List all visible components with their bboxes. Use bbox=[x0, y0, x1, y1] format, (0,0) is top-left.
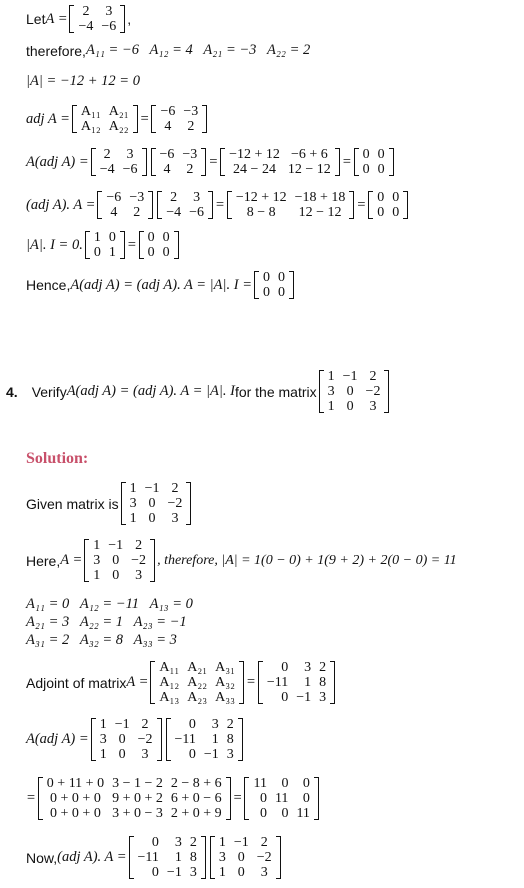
matrix-cell: 0 bbox=[108, 230, 116, 245]
matrix-cell: −2 bbox=[167, 496, 183, 511]
matrix-cell: 3 − 1 − 2 bbox=[112, 776, 163, 791]
matrix-cell: 2 bbox=[141, 717, 149, 732]
adj-matrix-3 bbox=[97, 190, 153, 220]
matrix-cell: −4 bbox=[78, 19, 94, 34]
matrix-table bbox=[134, 835, 201, 880]
line-det bbox=[26, 73, 140, 90]
matrix-cell: 2 bbox=[369, 369, 377, 384]
matrix-cell: 1 bbox=[99, 747, 107, 762]
matrix-table bbox=[263, 660, 330, 705]
adj-matrix-2 bbox=[151, 147, 207, 177]
matrix-cell: 3 bbox=[226, 747, 234, 762]
matrix-cell: 3 bbox=[135, 568, 143, 583]
matrix-cell: 3 bbox=[171, 511, 179, 526]
matrix-cell: 11 bbox=[274, 791, 289, 806]
line-a-adj-3x3 bbox=[26, 717, 245, 762]
hence-math: A(adj A) = (adj A). A = |A|. I = bbox=[70, 276, 252, 293]
matrix-cell: 0 bbox=[278, 285, 285, 300]
cofactor-row-2 bbox=[26, 614, 187, 631]
matrix-cell: −1 bbox=[114, 717, 130, 732]
matrix-table bbox=[126, 481, 187, 526]
matrix-cell: 1 bbox=[93, 538, 101, 553]
matrix-cell: A₂₃ bbox=[187, 690, 208, 705]
matrix-b-now bbox=[210, 835, 281, 880]
matrix-cell: 0 bbox=[162, 245, 170, 260]
matrix-cell: −3 bbox=[129, 190, 145, 205]
matrix-cell: −1 bbox=[144, 481, 160, 496]
matrix-cell: 2 bbox=[187, 119, 195, 134]
matrix-b-q bbox=[319, 369, 390, 414]
matrix-cell: 0 bbox=[346, 399, 354, 414]
line-adjoint: Adjoint of matrix A = A₁₁ A₂₁ A₃₁ A₁₂ A₂₂ A₃₂ A₁₃ A₂₃ A₃₃ = 0 3 2 −11 1 8 0 −1 3 bbox=[26, 660, 337, 705]
matrix-table bbox=[96, 717, 157, 762]
cofactor-row-1 bbox=[26, 596, 193, 613]
matrix-cell: −6 bbox=[122, 162, 138, 177]
matrix-cell: 0 bbox=[377, 205, 385, 220]
matrix-cell: 0 bbox=[188, 717, 196, 732]
matrix-cell: 9 + 0 + 2 bbox=[112, 791, 163, 806]
matrix-cell: 1 bbox=[129, 511, 137, 526]
line-therefore bbox=[26, 42, 310, 59]
matrix-a bbox=[69, 4, 125, 34]
matrix-cell: 1 bbox=[327, 399, 335, 414]
matrix-table bbox=[225, 147, 335, 177]
matrix-cell: 11 bbox=[296, 806, 310, 821]
matrix-cell: 0 bbox=[281, 806, 289, 821]
here-text: Here, bbox=[26, 552, 61, 569]
matrix-cell: −1 bbox=[166, 865, 182, 880]
matrix-table bbox=[324, 369, 385, 414]
adjoint-math: A = bbox=[126, 674, 149, 690]
matrix-cell: 3 bbox=[174, 835, 182, 850]
matrix-cell: −1 bbox=[233, 835, 249, 850]
det-i-label: |A|. I = 0. bbox=[26, 236, 83, 253]
matrix-cell: −2 bbox=[365, 384, 381, 399]
line-adj: adj A = A₁₁ A₂₁ A₁₂ A₂₂ = −6 −3 4 2 bbox=[26, 104, 209, 134]
matrix-cell: 0 bbox=[237, 865, 245, 880]
question-tail: for the matrix bbox=[234, 383, 317, 400]
matrix-cell: 0 + 0 + 0 bbox=[50, 791, 101, 806]
question-number: 4. bbox=[6, 383, 18, 400]
matrix-cell: 3 bbox=[105, 4, 113, 19]
matrix-table bbox=[215, 835, 276, 880]
cofactor-row-1-text: A₁₁ = 0 A₁₂ = −11 A₁₃ = 0 bbox=[26, 596, 193, 612]
matrix-cell: −6 bbox=[101, 19, 117, 34]
matrix-cell: 0 + 11 + 0 bbox=[46, 776, 105, 791]
matrix-cell: 8 bbox=[189, 850, 197, 865]
adj-matrix-3x3 bbox=[258, 660, 335, 705]
question-math: A(adj A) = (adj A). A = |A|. I bbox=[66, 383, 235, 399]
cofactor-matrix bbox=[72, 104, 138, 134]
matrix-cell: 4 bbox=[163, 162, 171, 177]
matrix-cell: −3 bbox=[182, 147, 198, 162]
matrix-cell: 8 bbox=[226, 732, 234, 747]
adj-label: adj A = bbox=[26, 110, 70, 127]
det-expansion: , therefore, |A| = 1(0 − 0) + 1(9 + 2) + 2(0 − 0) = 11 bbox=[157, 552, 457, 568]
matrix-cell: −12 + 12 bbox=[235, 190, 287, 205]
matrix-cell: 0 bbox=[148, 496, 156, 511]
matrix-table bbox=[162, 190, 208, 220]
cofactor-row-2-text: A₂₁ = 3 A₂₂ = 1 A₂₃ = −1 bbox=[26, 614, 187, 630]
line-adj-a: (adj A). A = −6 −3 4 2 2 3 −4 −6 = −12 + 12 −18 + 18 8 − 8 12 − 12 = 0 0 0 0 bbox=[26, 190, 410, 220]
matrix-cell: 2 bbox=[226, 717, 234, 732]
matrix-cell: 0 bbox=[151, 835, 159, 850]
matrix-cell: 0 bbox=[147, 230, 155, 245]
matrix-b-here bbox=[84, 538, 155, 583]
matrix-cell: 0 bbox=[263, 285, 270, 300]
matrix-cell: −2 bbox=[256, 850, 272, 865]
matrix-cell: A₁₂ bbox=[80, 119, 101, 134]
matrix-cell: 2 bbox=[189, 835, 197, 850]
now-math: (adj A). A = bbox=[57, 849, 127, 865]
matrix-table bbox=[155, 660, 239, 705]
matrix-cell: 4 bbox=[110, 205, 118, 220]
matrix-cell: −1 bbox=[203, 747, 219, 762]
matrix-cell: 0 bbox=[377, 147, 385, 162]
matrix-table bbox=[232, 190, 350, 220]
line-a-adj: A(adj A) = 2 3 −4 −6 −6 −3 4 2 = −12 + 12 −6 + 6 24 − 24 12 − 12 = 0 0 0 0 bbox=[26, 147, 396, 177]
matrix-cell: 3 bbox=[129, 496, 137, 511]
matrix-table bbox=[156, 104, 202, 134]
matrix-cell: −6 bbox=[159, 147, 175, 162]
matrix-cell: 2 − 8 + 6 bbox=[170, 776, 222, 791]
var-a: A = bbox=[45, 10, 68, 27]
matrix-cell: 3 bbox=[327, 384, 335, 399]
matrix-cell: 2 bbox=[103, 147, 111, 162]
zero-matrix-1 bbox=[354, 147, 394, 177]
a-adj-3x3-label: A(adj A) = bbox=[26, 731, 89, 747]
matrix-cell: 0 bbox=[263, 270, 270, 285]
matrix-cell: −2 bbox=[131, 553, 147, 568]
question-text: Verify bbox=[31, 383, 67, 400]
matrix-cell: −1 bbox=[296, 690, 312, 705]
matrix-table bbox=[96, 147, 142, 177]
matrix-cell: 24 − 24 bbox=[233, 162, 276, 177]
matrix-cell: 0 bbox=[112, 568, 120, 583]
matrix-cell: 1 bbox=[99, 717, 107, 732]
matrix-cell: −11 bbox=[137, 850, 159, 865]
matrix-cell: A₃₃ bbox=[215, 690, 236, 705]
matrix-cell: 0 bbox=[302, 791, 310, 806]
matrix-cell: 1 bbox=[174, 850, 182, 865]
matrix-cell: 0 bbox=[281, 660, 289, 675]
matrix-cell: A₃₁ bbox=[215, 660, 236, 675]
matrix-cell: 3 bbox=[141, 747, 149, 762]
matrix-cell: 2 + 0 + 9 bbox=[170, 806, 222, 821]
matrix-cell: A₂₂ bbox=[108, 119, 129, 134]
matrix-cell: 1 bbox=[93, 568, 101, 583]
matrix-cell: 0 bbox=[188, 747, 196, 762]
given-text: Given matrix is bbox=[26, 495, 119, 512]
matrix-cell: −4 bbox=[166, 205, 182, 220]
matrix-cell: A₁₂ bbox=[159, 675, 180, 690]
eq-sign-1: = bbox=[26, 790, 36, 806]
zero-matrix-3 bbox=[139, 230, 179, 260]
matrix-b-product bbox=[91, 717, 162, 762]
matrix-cell: 1 bbox=[93, 230, 101, 245]
matrix-cell: 4 bbox=[164, 119, 172, 134]
matrix-table bbox=[77, 104, 133, 134]
matrix-cell: 3 bbox=[126, 147, 134, 162]
line-let-a: Let A = 2 3 −4 −6 , bbox=[26, 4, 132, 34]
matrix-cell: 0 bbox=[151, 865, 159, 880]
matrix-cell: 1 bbox=[327, 369, 335, 384]
matrix-cell: −6 bbox=[106, 190, 122, 205]
matrix-cell: A₃₂ bbox=[215, 675, 236, 690]
adjoint-text: Adjoint of matrix bbox=[26, 674, 127, 691]
matrix-cell: −4 bbox=[99, 162, 115, 177]
matrix-cell: 2 bbox=[133, 205, 141, 220]
matrix-cell: 0 bbox=[362, 162, 370, 177]
expansion-matrix bbox=[38, 776, 231, 821]
matrix-cell: 2 bbox=[135, 538, 143, 553]
therefore-text: therefore, bbox=[26, 42, 86, 59]
line-here bbox=[26, 538, 457, 583]
matrix-cell: 0 bbox=[147, 245, 155, 260]
cofactor-row-3 bbox=[26, 632, 177, 649]
matrix-cell: −11 bbox=[174, 732, 196, 747]
matrix-a-2 bbox=[91, 147, 147, 177]
product-1 bbox=[220, 147, 340, 177]
matrix-cell: 0 bbox=[377, 162, 385, 177]
hence-text: Hence, bbox=[26, 277, 71, 293]
matrix-cell: 1 bbox=[129, 481, 137, 496]
zero-matrix-2 bbox=[368, 190, 408, 220]
matrix-cell: 2 bbox=[170, 190, 178, 205]
matrix-cell: 1 bbox=[108, 245, 116, 260]
matrix-table bbox=[144, 230, 174, 260]
identity-matrix bbox=[85, 230, 125, 260]
matrix-cell: 8 bbox=[319, 675, 327, 690]
adj-matrix-product bbox=[166, 717, 243, 762]
matrix-cell: 0 bbox=[259, 806, 267, 821]
matrix-cell: 2 bbox=[319, 660, 327, 675]
matrix-cell: −2 bbox=[137, 732, 153, 747]
cofactor-row-3-text: A₃₁ = 2 A₃₂ = 8 A₃₃ = 3 bbox=[26, 632, 177, 648]
matrix-cell: 8 − 8 bbox=[246, 205, 276, 220]
result-matrix bbox=[244, 776, 318, 821]
adj-a-label: (adj A). A = bbox=[26, 196, 96, 213]
matrix-cell: 0 bbox=[281, 690, 289, 705]
let-text: Let bbox=[26, 11, 46, 27]
matrix-cell: A₁₁ bbox=[80, 104, 101, 119]
matrix-cell: 3 bbox=[189, 865, 197, 880]
cofactor-matrix-3x3 bbox=[150, 660, 244, 705]
matrix-cell: −3 bbox=[183, 104, 199, 119]
matrix-cell: 0 bbox=[362, 147, 370, 162]
cofactors-2x2: A₁₁ = −6 A₁₂ = 4 A₂₁ = −3 A₂₂ = 2 bbox=[85, 42, 311, 58]
matrix-a-3 bbox=[157, 190, 213, 220]
matrix-table bbox=[373, 190, 403, 220]
matrix-cell: A₂₂ bbox=[187, 675, 208, 690]
matrix-cell: 3 bbox=[369, 399, 377, 414]
matrix-table bbox=[90, 230, 120, 260]
matrix-cell: −6 bbox=[189, 205, 205, 220]
matrix-cell: 0 bbox=[237, 850, 245, 865]
line-hence bbox=[26, 270, 296, 300]
matrix-cell: 6 + 0 − 6 bbox=[170, 791, 222, 806]
adj-matrix bbox=[151, 104, 207, 134]
matrix-cell: 0 bbox=[392, 205, 400, 220]
matrix-table bbox=[43, 776, 226, 821]
matrix-cell: 3 bbox=[99, 732, 107, 747]
matrix-cell: −1 bbox=[342, 369, 358, 384]
matrix-cell: 2 bbox=[186, 162, 194, 177]
product-2 bbox=[227, 190, 355, 220]
matrix-cell: 0 bbox=[118, 747, 126, 762]
matrix-cell: 3 bbox=[260, 865, 268, 880]
matrix-cell: 3 bbox=[193, 190, 201, 205]
matrix-table bbox=[156, 147, 202, 177]
matrix-table bbox=[89, 538, 150, 583]
matrix-table bbox=[171, 717, 238, 762]
matrix-cell: 2 bbox=[171, 481, 179, 496]
question-4 bbox=[6, 369, 391, 414]
matrix-cell: 0 bbox=[112, 553, 120, 568]
now-text: Now, bbox=[26, 849, 58, 866]
matrix-cell: −6 + 6 bbox=[290, 147, 328, 162]
matrix-cell: 0 bbox=[93, 245, 101, 260]
matrix-cell: 0 bbox=[346, 384, 354, 399]
a-adj-label: A(adj A) = bbox=[26, 153, 89, 170]
matrix-cell: A₁₃ bbox=[159, 690, 180, 705]
matrix-cell: 0 bbox=[162, 230, 170, 245]
line-expansion: = 0 + 11 + 0 3 − 1 − 2 2 − 8 + 6 0 + 0 + 0 9 + 0 + 2 6 + 0 − 6 0 + 0 + 0 3 + 0 − 3 2 + 0 + 9 = 11 0 0 0 11 0 0 0 11 bbox=[26, 776, 321, 821]
solution-heading: Solution: bbox=[26, 450, 89, 467]
matrix-table bbox=[102, 190, 148, 220]
matrix-cell: 3 bbox=[319, 690, 327, 705]
matrix-cell: 3 bbox=[218, 850, 226, 865]
matrix-cell: A₁₁ bbox=[159, 660, 180, 675]
matrix-cell: 3 bbox=[93, 553, 101, 568]
matrix-cell: 2 bbox=[260, 835, 268, 850]
matrix-cell: −1 bbox=[108, 538, 124, 553]
line-det-i: |A|. I = 0. 1 0 0 1 = 0 0 0 0 bbox=[26, 230, 181, 260]
matrix-cell: A₂₁ bbox=[187, 660, 208, 675]
matrix-cell: 12 − 12 bbox=[298, 205, 342, 220]
matrix-cell: −18 + 18 bbox=[294, 190, 346, 205]
line-given bbox=[26, 481, 193, 526]
matrix-cell: 0 + 0 + 0 bbox=[50, 806, 101, 821]
matrix-cell: −12 + 12 bbox=[229, 147, 280, 162]
matrix-cell: −11 bbox=[266, 675, 289, 690]
matrix-cell: 0 bbox=[259, 791, 267, 806]
matrix-table bbox=[259, 270, 289, 300]
matrix-cell: 1 bbox=[211, 732, 219, 747]
matrix-cell: 3 + 0 − 3 bbox=[112, 806, 163, 821]
det-value: |A| = −12 + 12 = 0 bbox=[26, 73, 140, 89]
matrix-cell: 1 bbox=[304, 675, 312, 690]
matrix-cell: 11 bbox=[253, 776, 267, 791]
matrix-cell: 0 bbox=[118, 732, 126, 747]
matrix-cell: 0 bbox=[392, 190, 400, 205]
here-math: A = bbox=[60, 552, 83, 568]
matrix-cell: 0 bbox=[377, 190, 385, 205]
matrix-cell: 0 bbox=[148, 511, 156, 526]
matrix-table bbox=[359, 147, 389, 177]
matrix-cell: 12 − 12 bbox=[287, 162, 331, 177]
matrix-cell: 1 bbox=[218, 835, 226, 850]
line-now bbox=[26, 835, 283, 880]
matrix-b-given bbox=[121, 481, 192, 526]
matrix-table bbox=[249, 776, 313, 821]
adj-matrix-now bbox=[129, 835, 206, 880]
matrix-cell: −6 bbox=[160, 104, 176, 119]
matrix-cell: 0 bbox=[278, 270, 285, 285]
matrix-cell: 0 bbox=[281, 776, 289, 791]
zero-matrix-4 bbox=[254, 270, 294, 300]
matrix-cell: 3 bbox=[211, 717, 219, 732]
matrix-cell: 0 bbox=[302, 776, 310, 791]
matrix-cell: 2 bbox=[82, 4, 90, 19]
matrix-table bbox=[74, 4, 120, 34]
matrix-cell: 1 bbox=[218, 865, 226, 880]
matrix-cell: A₂₁ bbox=[108, 104, 129, 119]
matrix-cell: 3 bbox=[304, 660, 312, 675]
